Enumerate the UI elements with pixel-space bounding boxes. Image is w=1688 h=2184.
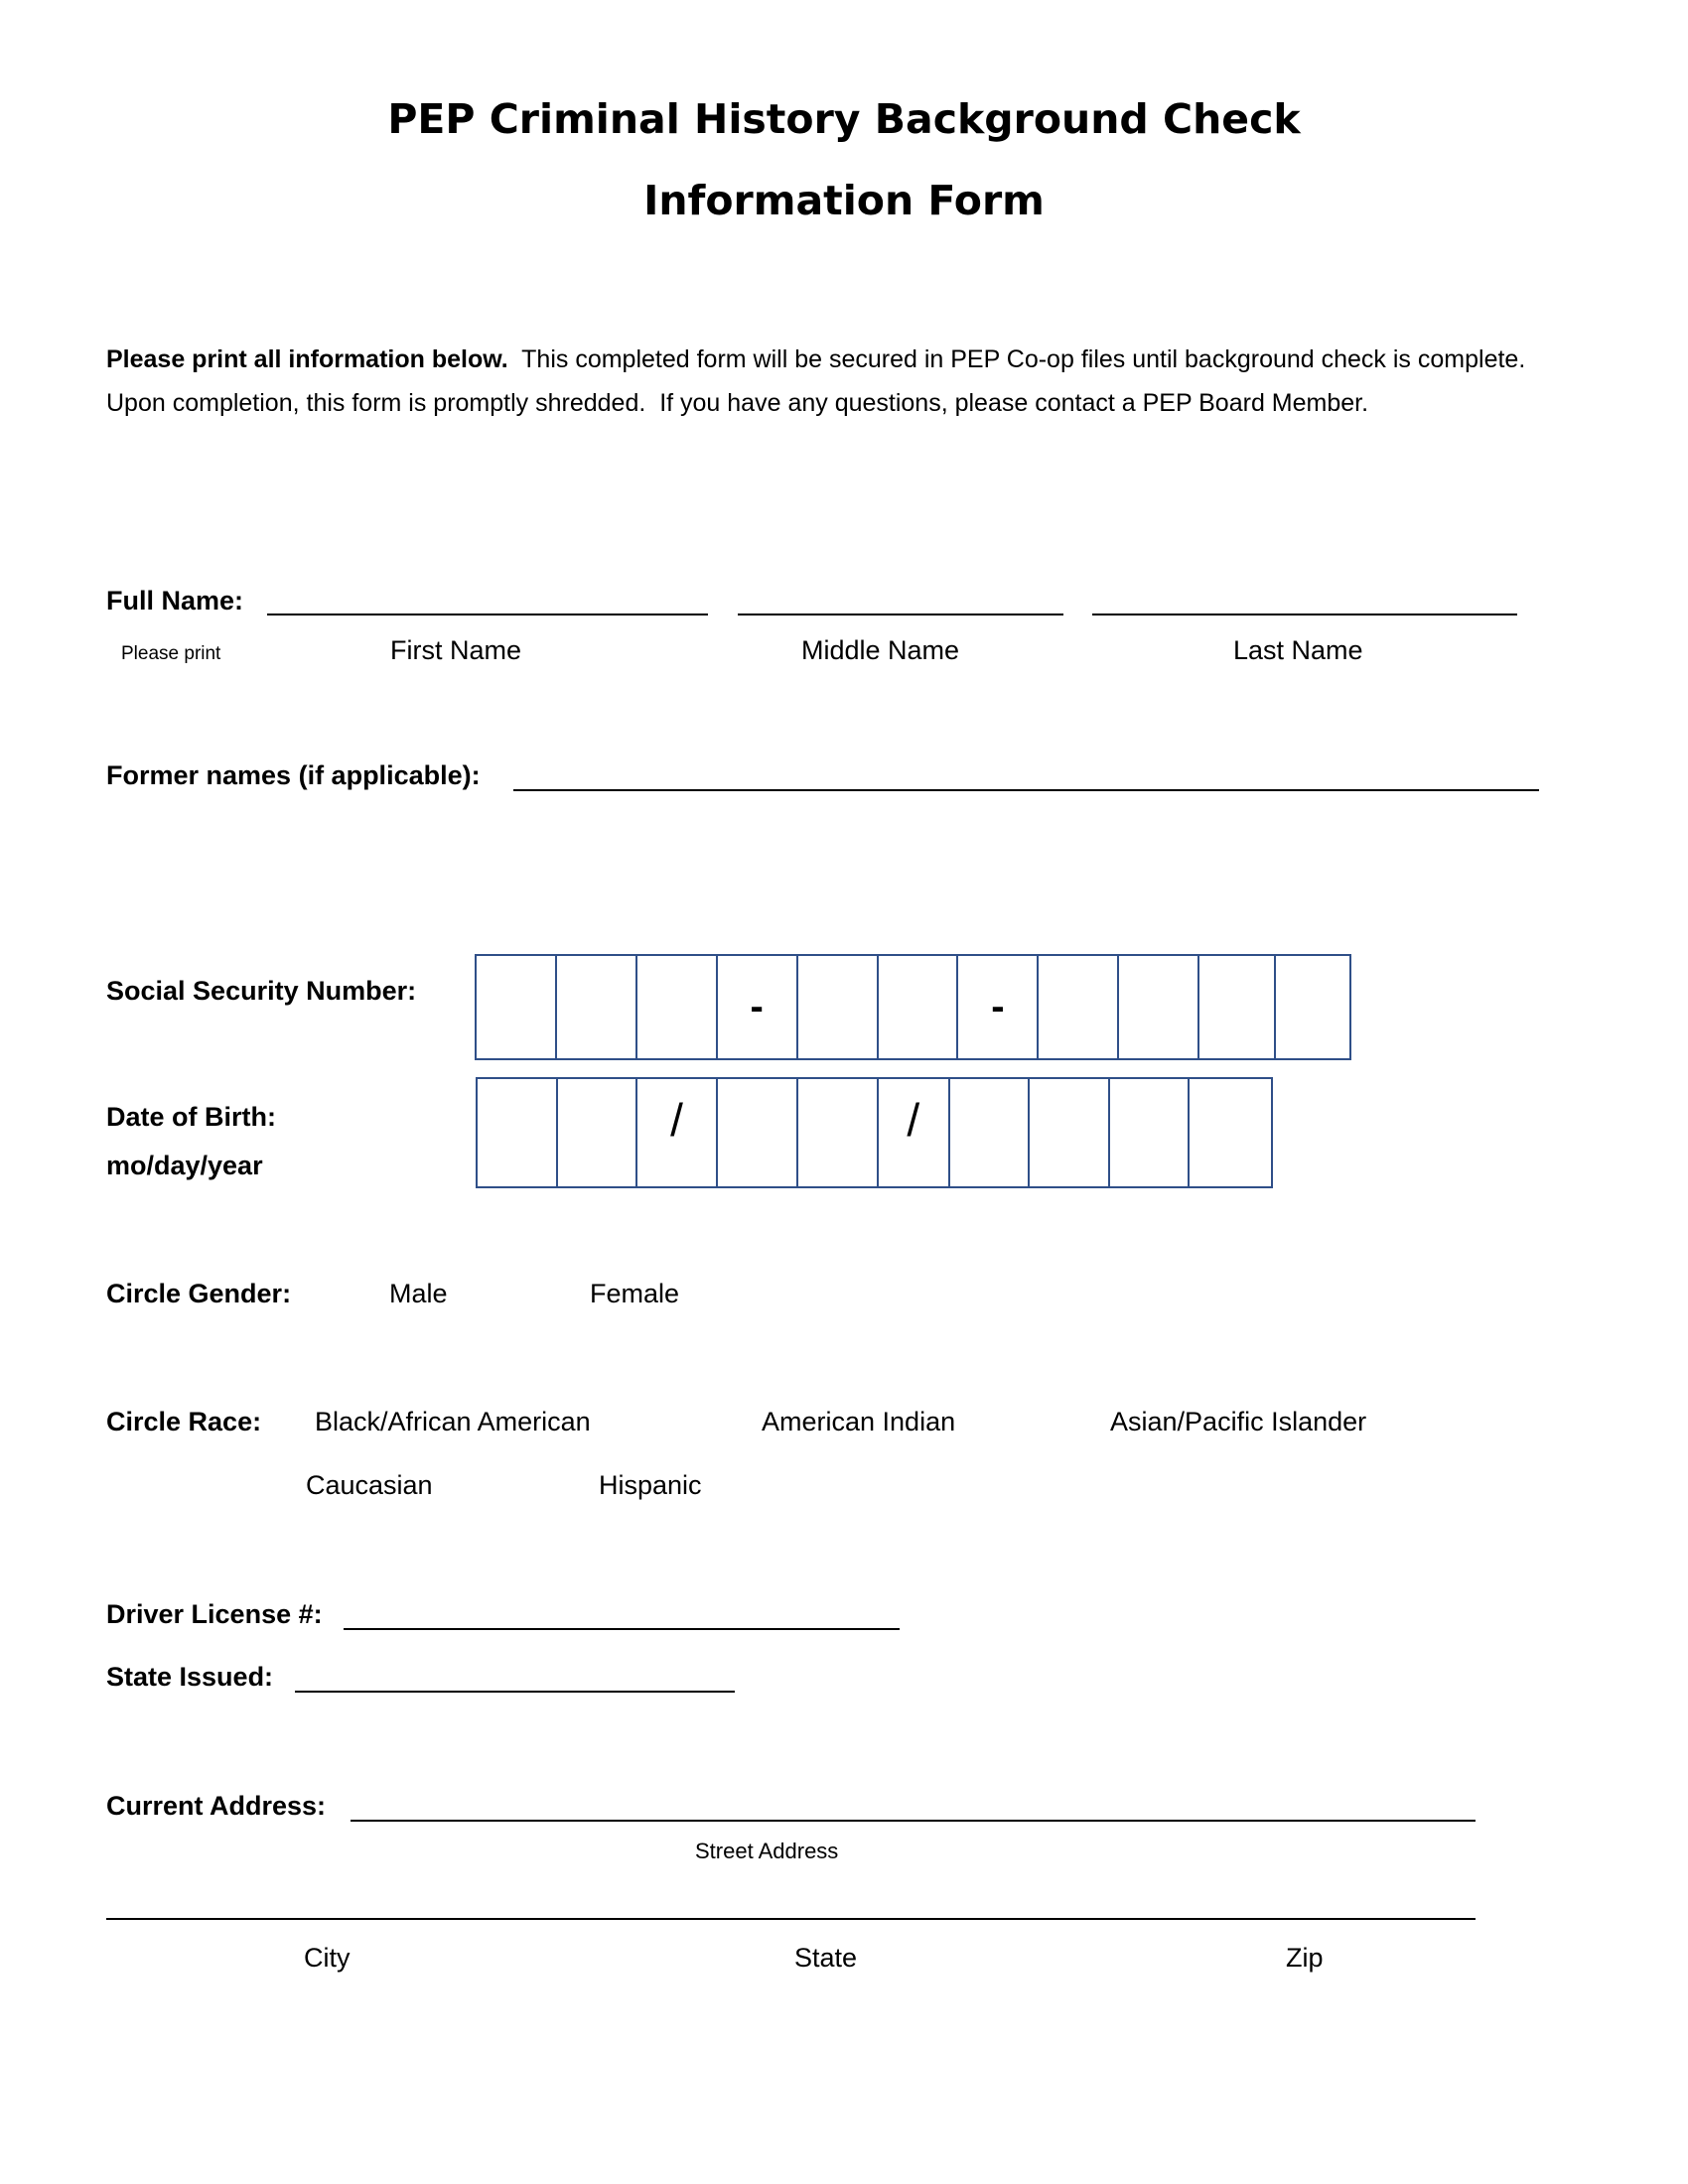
race-label: Circle Race: <box>106 1407 262 1436</box>
ssn-digit[interactable] <box>557 956 637 1058</box>
race-option-hispanic[interactable]: Hispanic <box>599 1470 702 1500</box>
zip-caption: Zip <box>1286 1943 1324 1973</box>
dob-digit[interactable] <box>718 1079 799 1186</box>
first-name-caption: First Name <box>390 635 522 665</box>
current-address-label: Current Address: <box>106 1791 327 1821</box>
middle-name-caption: Middle Name <box>801 635 960 665</box>
intro-bold: Please print all information below. <box>106 345 508 373</box>
last-name-caption: Last Name <box>1233 635 1363 665</box>
form-title-line2: Information Form <box>643 177 1045 224</box>
intro-paragraph <box>106 338 1596 425</box>
intro-text: This completed form will be secured in PEP Co-op files until background check is complete. Upon completion, this form is promptly shredded. If you have any questions, please contact a PEP Board Member. <box>106 345 1540 417</box>
street-address-field[interactable] <box>351 1820 1476 1822</box>
ssn-digit[interactable] <box>798 956 879 1058</box>
dob-label: Date of Birth: <box>106 1102 276 1132</box>
ssn-digit[interactable] <box>1276 956 1349 1058</box>
gender-label: Circle Gender: <box>106 1279 292 1308</box>
dob-separator: / <box>637 1079 718 1186</box>
ssn-digit[interactable] <box>477 956 557 1058</box>
race-option-asian[interactable]: Asian/Pacific Islander <box>1110 1407 1367 1436</box>
dob-digit[interactable] <box>798 1079 879 1186</box>
former-names-label: Former names (if applicable): <box>106 760 481 790</box>
dob-digit[interactable] <box>1190 1079 1271 1186</box>
ssn-separator: - <box>718 956 798 1058</box>
city-caption: City <box>304 1943 351 1973</box>
race-option-black[interactable]: Black/African American <box>315 1407 591 1436</box>
ssn-boxes <box>475 954 1351 1060</box>
ssn-digit[interactable] <box>1199 956 1276 1058</box>
gender-option-female[interactable]: Female <box>590 1279 680 1308</box>
street-address-caption: Street Address <box>695 1839 839 1863</box>
former-names-field[interactable] <box>513 789 1539 791</box>
dob-boxes <box>476 1077 1273 1188</box>
dob-digit[interactable] <box>950 1079 1031 1186</box>
first-name-field[interactable] <box>267 614 708 615</box>
ssn-digit[interactable] <box>1039 956 1119 1058</box>
race-option-american-indian[interactable]: American Indian <box>762 1407 956 1436</box>
state-issued-label: State Issued: <box>106 1662 274 1692</box>
please-print-hint: Please print <box>121 643 221 664</box>
ssn-separator: - <box>958 956 1039 1058</box>
state-issued-field[interactable] <box>295 1691 735 1693</box>
ssn-digit[interactable] <box>1119 956 1199 1058</box>
ssn-digit[interactable] <box>879 956 959 1058</box>
dob-digit[interactable] <box>478 1079 558 1186</box>
ssn-label: Social Security Number: <box>106 976 417 1006</box>
ssn-digit[interactable] <box>637 956 718 1058</box>
form-title-line1: PEP Criminal History Background Check <box>387 95 1301 143</box>
dob-digit[interactable] <box>1030 1079 1110 1186</box>
gender-option-male[interactable]: Male <box>389 1279 448 1308</box>
dob-digit[interactable] <box>1110 1079 1191 1186</box>
middle-name-field[interactable] <box>738 614 1063 615</box>
dob-separator: / <box>879 1079 950 1186</box>
driver-license-label: Driver License #: <box>106 1599 323 1629</box>
last-name-field[interactable] <box>1092 614 1517 615</box>
race-option-caucasian[interactable]: Caucasian <box>306 1470 433 1500</box>
city-state-zip-field[interactable] <box>106 1918 1476 1920</box>
dob-format: mo/day/year <box>106 1151 263 1180</box>
driver-license-field[interactable] <box>344 1628 900 1630</box>
full-name-label: Full Name: <box>106 586 244 615</box>
dob-digit[interactable] <box>558 1079 638 1186</box>
state-caption: State <box>794 1943 858 1973</box>
